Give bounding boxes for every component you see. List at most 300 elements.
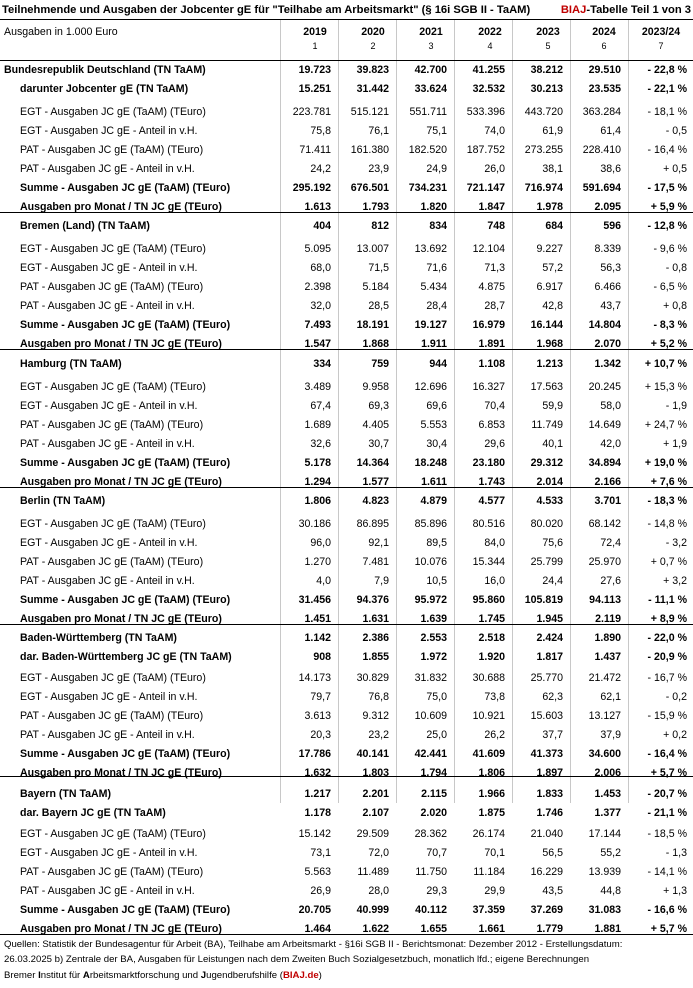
row-label: PAT - Ausgaben JC gE (TaAM) (TEuro) [20, 710, 204, 722]
cell-value: 1.611 [421, 476, 447, 488]
cell-value: 4.533 [536, 495, 563, 507]
cell-value: 38.212 [530, 64, 563, 76]
row-label: PAT - Ausgaben JC gE - Anteil in v.H. [20, 163, 195, 175]
table-row [0, 707, 693, 726]
cell-value: + 7,6 % [650, 476, 687, 488]
cell-value: 30.688 [472, 672, 505, 684]
col-number-6: 6 [601, 41, 607, 51]
row-label: Ausgaben pro Monat / TN JC gE (TEuro) [20, 923, 222, 935]
year-header-3: 2021 [419, 26, 443, 38]
cell-value: 28.362 [414, 828, 447, 840]
year-header-2: 2020 [361, 26, 385, 38]
cell-value: 4.875 [478, 281, 505, 293]
cell-value: 26,9 [310, 885, 331, 897]
table-row [0, 355, 693, 374]
cell-value: 1.833 [536, 788, 563, 800]
cell-value: 1.806 [478, 767, 505, 779]
cell-value: 31.456 [298, 594, 331, 606]
row-label: Summe - Ausgaben JC gE (TaAM) (TEuro) [20, 319, 231, 331]
cell-value: 1.453 [594, 788, 621, 800]
table-row [0, 122, 693, 141]
table-row [0, 141, 693, 160]
cell-value: 24,2 [310, 163, 331, 175]
cell-value: 404 [313, 220, 331, 232]
row-label: PAT - Ausgaben JC gE (TaAM) (TEuro) [20, 556, 204, 568]
year-header-7: 2023/24 [641, 26, 681, 38]
row-label: PAT - Ausgaben JC gE - Anteil in v.H. [20, 438, 195, 450]
cell-value: 20.245 [588, 381, 621, 393]
row-label: Ausgaben pro Monat / TN JC gE (TEuro) [20, 338, 222, 350]
table-row [0, 335, 693, 354]
cell-value: 1.689 [304, 419, 331, 431]
table-row [0, 278, 693, 297]
cell-value: 70,4 [484, 400, 505, 412]
row-label: Summe - Ausgaben JC gE (TaAM) (TEuro) [20, 748, 231, 760]
row-label: EGT - Ausgaben JC gE - Anteil in v.H. [20, 847, 198, 859]
row-label: EGT - Ausgaben JC gE (TaAM) (TEuro) [20, 672, 206, 684]
table-row [0, 179, 693, 198]
cell-value: 4.823 [362, 495, 389, 507]
cell-value: 1.972 [420, 651, 447, 663]
section-rule [0, 212, 693, 213]
cell-value: 17.786 [298, 748, 331, 760]
table-row [0, 515, 693, 534]
table-top-rule [0, 19, 693, 20]
cell-value: + 10,7 % [644, 358, 687, 370]
cell-value: 1.632 [304, 767, 331, 779]
cell-value: 716.974 [524, 182, 563, 194]
cell-value: 16.979 [472, 319, 505, 331]
cell-value: - 16,4 % [647, 748, 687, 760]
cell-value: 34.600 [588, 748, 621, 760]
cell-value: 18.248 [414, 457, 447, 469]
cell-value: 1.920 [478, 651, 505, 663]
cell-value: 75,0 [426, 691, 447, 703]
cell-value: 24,4 [542, 575, 563, 587]
section-rule [0, 60, 693, 61]
footer-institute-line [4, 969, 690, 982]
cell-value: 5.095 [304, 243, 331, 255]
cell-value: 2.115 [421, 788, 447, 800]
cell-value: + 0,8 [663, 300, 687, 312]
cell-value: 71,6 [426, 262, 447, 274]
cell-value: 5.178 [304, 457, 331, 469]
row-label: dar. Bayern JC gE (TN TaAM) [20, 807, 166, 819]
table-row [0, 553, 693, 572]
column-divider [628, 19, 629, 803]
cell-value: 15.603 [530, 710, 563, 722]
cell-value: 11.749 [531, 419, 563, 431]
cell-value: 94.376 [356, 594, 389, 606]
row-label: PAT - Ausgaben JC gE - Anteil in v.H. [20, 300, 195, 312]
cell-value: 16.327 [472, 381, 505, 393]
cell-value: 1.178 [304, 807, 331, 819]
year-header-5: 2023 [536, 26, 560, 38]
cell-value: 86.895 [356, 518, 389, 530]
cell-value: 5.434 [420, 281, 447, 293]
cell-value: 944 [429, 358, 447, 370]
cell-value: 13.127 [588, 710, 621, 722]
table-row [0, 688, 693, 707]
cell-value: 2.553 [420, 632, 447, 644]
table-row [0, 901, 693, 920]
cell-value: 1.897 [536, 767, 563, 779]
cell-value: 57,2 [542, 262, 563, 274]
cell-value: 32,6 [310, 438, 331, 450]
cell-value: 41.255 [472, 64, 505, 76]
cell-value: 6.917 [536, 281, 563, 293]
cell-value: 92,1 [368, 537, 389, 549]
row-label: darunter Jobcenter gE (TN TaAM) [20, 83, 189, 95]
table-row [0, 240, 693, 259]
cell-value: + 5,7 % [650, 767, 687, 779]
table-row [0, 764, 693, 783]
cell-value: 25,0 [426, 729, 447, 741]
cell-value: 39.823 [356, 64, 389, 76]
cell-value: 80.020 [530, 518, 563, 530]
cell-value: 9.958 [362, 381, 389, 393]
cell-value: 73,8 [484, 691, 505, 703]
cell-value: + 0,2 [663, 729, 687, 741]
cell-value: 58,0 [600, 400, 621, 412]
cell-value: - 3,2 [665, 537, 687, 549]
table-row [0, 572, 693, 591]
cell-value: 29.510 [588, 64, 621, 76]
year-header-1: 2019 [303, 26, 327, 38]
table-row [0, 397, 693, 416]
table-title-bar [2, 2, 691, 19]
cell-value: 12.696 [414, 381, 447, 393]
cell-value: 13.692 [414, 243, 447, 255]
cell-value: 41.609 [472, 748, 505, 760]
cell-value: 40,1 [542, 438, 563, 450]
col-number-4: 4 [487, 41, 493, 51]
cell-value: 2.424 [536, 632, 563, 644]
cell-value: 834 [429, 220, 447, 232]
row-label: EGT - Ausgaben JC gE (TaAM) (TEuro) [20, 381, 206, 393]
footer-segment: Bremer [4, 970, 39, 981]
cell-value: 21.472 [588, 672, 621, 684]
cell-value: - 20,9 % [647, 651, 687, 663]
cell-value: + 24,7 % [644, 419, 687, 431]
footer-segment: BIAJ.de [282, 970, 319, 981]
cell-value: 1.639 [420, 613, 447, 625]
cell-value: 23,2 [368, 729, 389, 741]
cell-value: 37,9 [600, 729, 621, 741]
cell-value: 684 [545, 220, 563, 232]
cell-value: 1.868 [362, 338, 389, 350]
table-row [0, 435, 693, 454]
footer-source-line-1: Quellen: Statistik der Bundesagentur für Arbeit (BA), Teilhabe am Arbeitsmarkt - §16i SGB II - Berichtsmonat: Dezember 2012 - Erstellungsdatum: [4, 939, 623, 950]
cell-value: 1.270 [304, 556, 331, 568]
cell-value: + 8,9 % [650, 613, 687, 625]
cell-value: 1.294 [304, 476, 331, 488]
cell-value: 161.380 [350, 144, 389, 156]
cell-value: 95.972 [414, 594, 447, 606]
cell-value: 28,0 [368, 885, 389, 897]
cell-value: 14.804 [588, 319, 621, 331]
cell-value: 1.855 [362, 651, 389, 663]
cell-value: 363.284 [582, 106, 621, 118]
cell-value: 30.186 [298, 518, 331, 530]
cell-value: 56,3 [600, 262, 621, 274]
row-label: Summe - Ausgaben JC gE (TaAM) (TEuro) [20, 182, 231, 194]
table-row [0, 61, 693, 80]
cell-value: - 11,1 % [648, 594, 687, 606]
table-bottom-rule [0, 934, 693, 935]
section-rule [0, 487, 693, 488]
cell-value: 42.441 [414, 748, 447, 760]
cell-value: 75,1 [426, 125, 447, 137]
row-label: Bayern (TN TaAM) [20, 788, 112, 800]
cell-value: 41.373 [530, 748, 563, 760]
cell-value: 94.113 [589, 594, 621, 606]
cell-value: 12.104 [472, 243, 505, 255]
cell-value: 21.040 [530, 828, 563, 840]
cell-value: 187.752 [466, 144, 505, 156]
cell-value: - 21,1 % [647, 807, 687, 819]
cell-value: 40.141 [356, 748, 389, 760]
biaj-brand: BIAJ [560, 4, 587, 16]
cell-value: 1.793 [362, 201, 389, 213]
cell-value: 273.255 [524, 144, 563, 156]
cell-value: 1.745 [478, 613, 505, 625]
cell-value: + 19,0 % [644, 457, 687, 469]
cell-value: - 18,5 % [647, 828, 687, 840]
col-number-7: 7 [658, 41, 664, 51]
table-row [0, 416, 693, 435]
cell-value: 27,6 [600, 575, 621, 587]
table-row [0, 629, 693, 648]
cell-value: 30,7 [368, 438, 389, 450]
footer-segment: nstitut für [40, 970, 83, 981]
section-rule [0, 349, 693, 350]
cell-value: 1.661 [478, 923, 505, 935]
cell-value: 1.622 [362, 923, 389, 935]
cell-value: 2.518 [478, 632, 505, 644]
cell-value: 1.890 [594, 632, 621, 644]
table-row [0, 648, 693, 667]
cell-value: 16,0 [484, 575, 505, 587]
cell-value: 443.720 [524, 106, 563, 118]
cell-value: 721.147 [466, 182, 505, 194]
cell-value: 13.007 [356, 243, 389, 255]
row-label: Summe - Ausgaben JC gE (TaAM) (TEuro) [20, 594, 231, 606]
row-label: EGT - Ausgaben JC gE - Anteil in v.H. [20, 262, 198, 274]
cell-value: 11.489 [357, 866, 389, 878]
cell-value: 1.451 [304, 613, 331, 625]
cell-value: 1.631 [362, 613, 389, 625]
cell-value: 42,0 [600, 438, 621, 450]
row-label: Hamburg (TN TaAM) [20, 358, 122, 370]
cell-value: 1.847 [478, 201, 505, 213]
cell-value: 34.894 [588, 457, 621, 469]
cell-value: - 16,6 % [647, 904, 687, 916]
row-label: PAT - Ausgaben JC gE - Anteil in v.H. [20, 729, 195, 741]
cell-value: 84,0 [484, 537, 505, 549]
cell-value: 55,2 [600, 847, 621, 859]
cell-value: 70,1 [484, 847, 505, 859]
column-divider [454, 19, 455, 803]
cell-value: 40.999 [356, 904, 389, 916]
cell-value: 15.251 [298, 83, 331, 95]
cell-value: 17.563 [530, 381, 563, 393]
cell-value: - 0,8 [665, 262, 687, 274]
table-row [0, 726, 693, 745]
cell-value: 908 [313, 651, 331, 663]
cell-value: 1.966 [478, 788, 505, 800]
col-number-1: 1 [312, 41, 318, 51]
col-number-5: 5 [545, 41, 551, 51]
cell-value: 223.781 [292, 106, 331, 118]
cell-value: 1.945 [536, 613, 563, 625]
cell-value: 734.231 [408, 182, 447, 194]
cell-value: 1.547 [304, 338, 331, 350]
cell-value: + 1,3 [663, 885, 687, 897]
cell-value: 31.442 [356, 83, 389, 95]
cell-value: 4.879 [420, 495, 447, 507]
cell-value: 29,6 [484, 438, 505, 450]
cell-value: 67,4 [310, 400, 331, 412]
cell-value: 2.201 [362, 788, 389, 800]
table-row [0, 473, 693, 492]
cell-value: 1.464 [304, 923, 331, 935]
table-header-numbers [0, 41, 693, 54]
cell-value: 1.881 [594, 923, 621, 935]
cell-value: 7,9 [374, 575, 389, 587]
table-row [0, 259, 693, 278]
cell-value: 71.411 [299, 144, 331, 156]
cell-value: 23.535 [588, 83, 621, 95]
table-row [0, 492, 693, 511]
cell-value: 1.613 [304, 201, 331, 213]
cell-value: - 1,9 [665, 400, 687, 412]
col-number-2: 2 [370, 41, 376, 51]
table-row [0, 534, 693, 553]
table-row [0, 80, 693, 99]
cell-value: 2.006 [594, 767, 621, 779]
cell-value: 61,4 [600, 125, 621, 137]
cell-value: 42,8 [542, 300, 563, 312]
cell-value: 68.142 [588, 518, 621, 530]
row-label: dar. Baden-Württemberg JC gE (TN TaAM) [20, 651, 232, 663]
row-label: Summe - Ausgaben JC gE (TaAM) (TEuro) [20, 904, 231, 916]
cell-value: 591.694 [582, 182, 621, 194]
cell-value: 30.829 [356, 672, 389, 684]
table-part-label [561, 4, 691, 16]
table-row [0, 454, 693, 473]
row-label: EGT - Ausgaben JC gE (TaAM) (TEuro) [20, 243, 206, 255]
cell-value: 10.609 [414, 710, 447, 722]
cell-value: 69,3 [368, 400, 389, 412]
cell-value: 2.119 [595, 613, 621, 625]
row-label: EGT - Ausgaben JC gE - Anteil in v.H. [20, 400, 198, 412]
row-label: EGT - Ausgaben JC gE - Anteil in v.H. [20, 125, 198, 137]
table-row [0, 103, 693, 122]
cell-value: 25.799 [530, 556, 563, 568]
footer-segment: ugendberufshilfe ( [206, 970, 283, 981]
cell-value: - 16,4 % [647, 144, 687, 156]
cell-value: 14.364 [356, 457, 389, 469]
cell-value: 23,9 [368, 163, 389, 175]
cell-value: 10.921 [472, 710, 505, 722]
cell-value: 9.227 [536, 243, 563, 255]
cell-value: 15.344 [472, 556, 505, 568]
cell-value: - 14,1 % [647, 866, 687, 878]
table-row [0, 920, 693, 939]
row-label: EGT - Ausgaben JC gE (TaAM) (TEuro) [20, 518, 206, 530]
cell-value: + 5,9 % [650, 201, 687, 213]
cell-value: 19.723 [298, 64, 331, 76]
cell-value: 31.832 [414, 672, 447, 684]
cell-value: 30.213 [530, 83, 563, 95]
cell-value: 1.746 [536, 807, 563, 819]
table-row [0, 160, 693, 179]
row-label: PAT - Ausgaben JC gE (TaAM) (TEuro) [20, 144, 204, 156]
cell-value: 2.386 [362, 632, 389, 644]
cell-value: + 5,7 % [650, 923, 687, 935]
cell-value: 62,1 [600, 691, 621, 703]
cell-value: 2.166 [594, 476, 621, 488]
cell-value: 59,9 [542, 400, 563, 412]
cell-value: - 14,8 % [647, 518, 687, 530]
cell-value: 7.481 [362, 556, 389, 568]
cell-value: 71,5 [368, 262, 389, 274]
cell-value: - 18,3 % [647, 495, 687, 507]
cell-value: + 1,9 [663, 438, 687, 450]
cell-value: 1.217 [304, 788, 331, 800]
table-header-row [0, 23, 693, 42]
cell-value: 1.875 [478, 807, 505, 819]
row-label: Baden-Württemberg (TN TaAM) [20, 632, 177, 644]
table-row [0, 882, 693, 901]
cell-value: 29,9 [484, 885, 505, 897]
cell-value: 1.803 [362, 767, 389, 779]
column-divider [280, 19, 281, 803]
cell-value: 30,4 [426, 438, 447, 450]
cell-value: 23.180 [472, 457, 505, 469]
cell-value: 76,8 [368, 691, 389, 703]
footer-segment: ) [318, 970, 322, 981]
cell-value: 38,1 [542, 163, 563, 175]
table-row [0, 825, 693, 844]
table-row [0, 804, 693, 823]
cell-value: 1.213 [536, 358, 563, 370]
cell-value: 3.613 [304, 710, 331, 722]
cell-value: 4.577 [478, 495, 505, 507]
cell-value: 334 [313, 358, 331, 370]
col-number-3: 3 [428, 41, 434, 51]
table-row [0, 297, 693, 316]
cell-value: 71,3 [484, 262, 505, 274]
cell-value: 31.083 [588, 904, 621, 916]
cell-value: - 0,5 [665, 125, 687, 137]
cell-value: 2.070 [594, 338, 621, 350]
cell-value: 17.144 [588, 828, 621, 840]
table-row [0, 610, 693, 629]
cell-value: - 6,5 % [653, 281, 687, 293]
cell-value: 7.493 [304, 319, 331, 331]
cell-value: 73,1 [310, 847, 331, 859]
cell-value: 1.817 [536, 651, 563, 663]
cell-value: 29,3 [426, 885, 447, 897]
row-label: PAT - Ausgaben JC gE - Anteil in v.H. [20, 575, 195, 587]
row-label: EGT - Ausgaben JC gE (TaAM) (TEuro) [20, 106, 206, 118]
cell-value: 69,6 [426, 400, 447, 412]
table-part-suffix: -Tabelle Teil 1 von 3 [586, 4, 691, 16]
cell-value: 16.144 [530, 319, 563, 331]
cell-value: 13.939 [588, 866, 621, 878]
